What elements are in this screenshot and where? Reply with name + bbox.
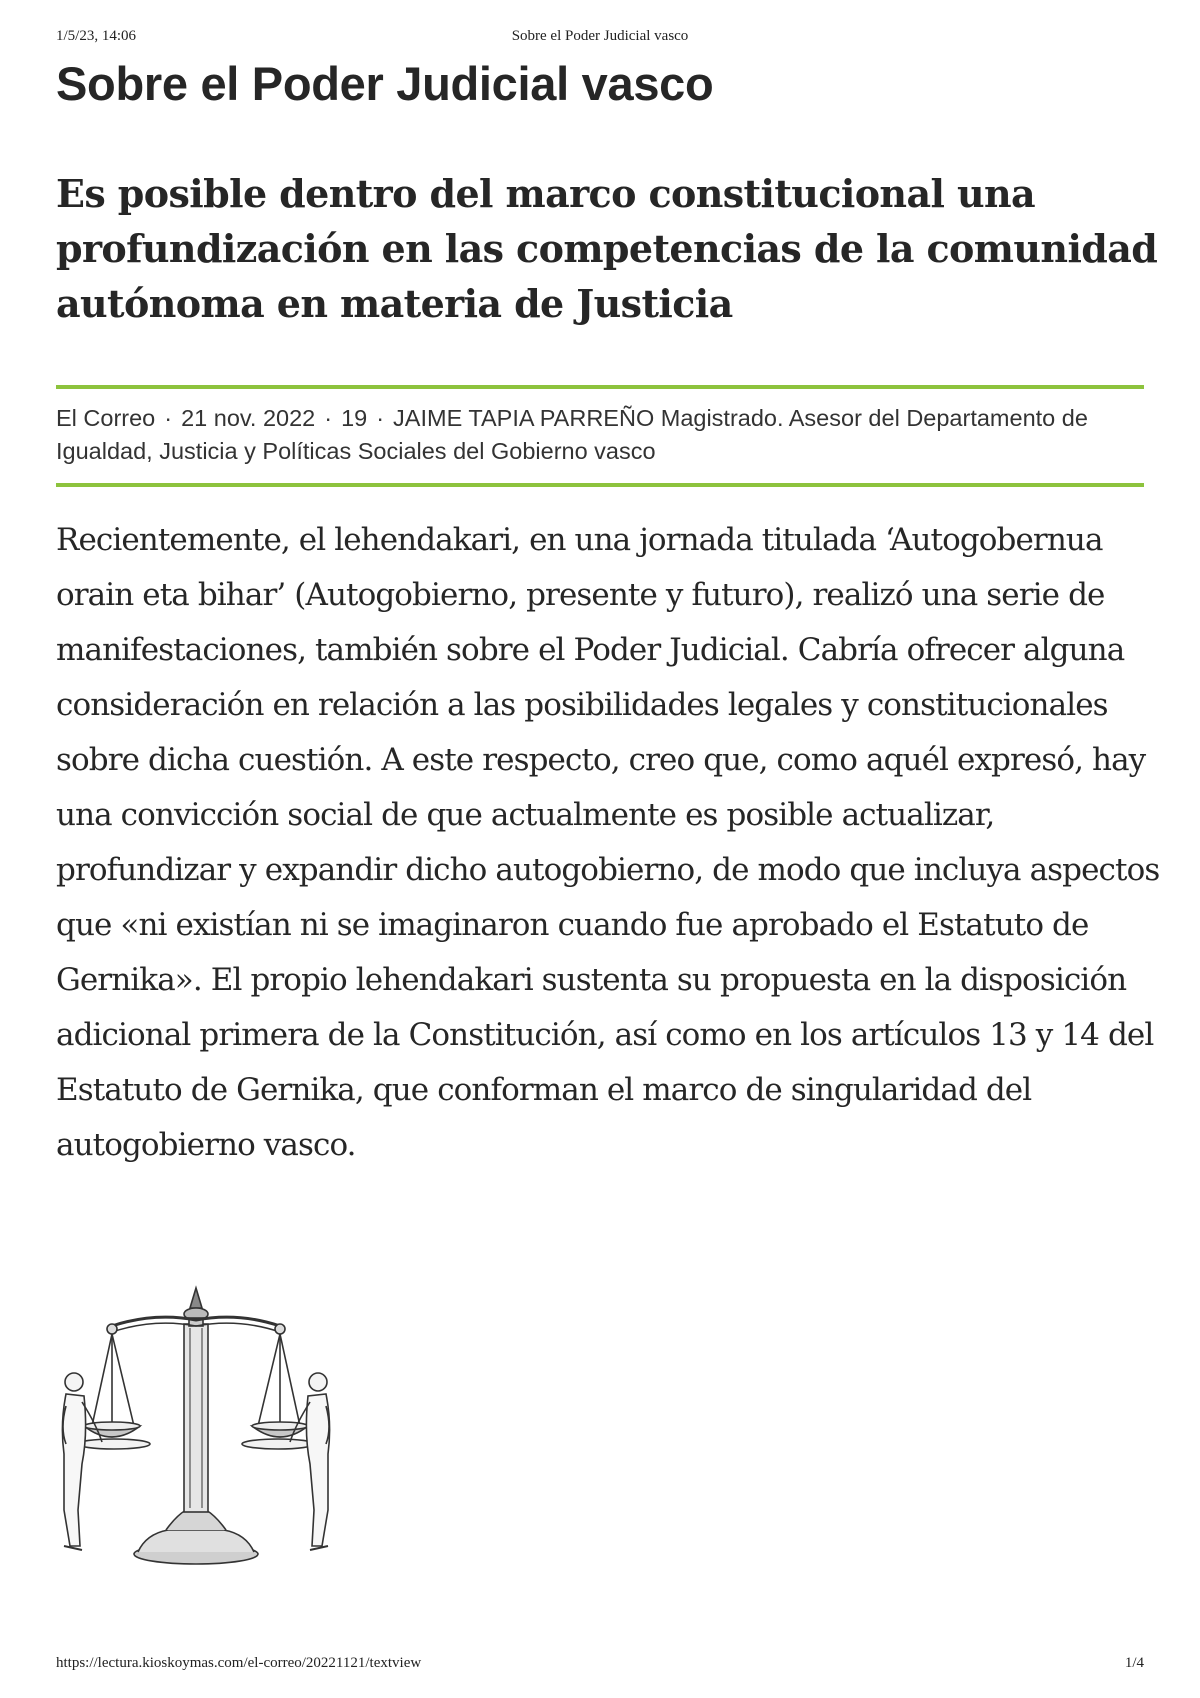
meta-date: 21 nov. 2022 xyxy=(181,405,316,431)
meta-bottom-divider xyxy=(56,483,1144,487)
meta-top-divider xyxy=(56,385,1144,389)
article-headline: Sobre el Poder Judicial vasco xyxy=(56,57,714,110)
meta-page: 19 xyxy=(341,405,368,431)
meta-separator: · xyxy=(376,405,385,431)
meta-source: El Correo xyxy=(56,405,156,431)
scales-of-justice-drawing xyxy=(56,1284,336,1574)
article-subtitle: Es posible dentro del marco constitucional una profundización en las competencias de la comunidad autónoma en materia de Justicia xyxy=(56,171,1158,326)
print-datetime: 1/5/23, 14:06 xyxy=(56,28,137,44)
print-footer xyxy=(56,1655,1144,1675)
scales-of-justice-illustration xyxy=(56,1284,336,1574)
article-body: Recientemente, el lehendakari, en una jornada titulada ‘Autogobernua orain eta bihar’ (Autogobierno, presente y futuro), realizó una serie de manifestaciones, también sobre el Poder Judicial. Cabría ofrecer alguna consideración en relación a las posibilidades legales y constitucionales sobre dicha cuestión. A este respecto, creo que, como aquél expresó, hay una convicción social de que actualmente es posible actualizar, profundizar y expandir dicho autogobierno, de modo que incluya aspectos que «ni existían ni se imaginaron cuando fue aprobado el Estatuto de Gernika». El propio lehendakari sustenta su propuesta en la disposición adicional primera de la Constitución, así como en los artículos 13 y 14 del Estatuto de Gernika, que conforman el marco de singularidad del autogobierno vasco. xyxy=(56,522,1160,1163)
print-url: https://lectura.kioskoymas.com/el-correo/20221121/textview xyxy=(56,1655,422,1671)
meta-separator: · xyxy=(324,405,333,431)
article-meta xyxy=(56,402,1150,468)
print-header xyxy=(56,28,1144,48)
print-page-title: Sobre el Poder Judicial vasco xyxy=(511,28,689,44)
meta-separator: · xyxy=(164,405,173,431)
print-page-number: 1/4 xyxy=(1124,1655,1144,1671)
meta-byline: JAIME TAPIA PARREÑO Magistrado. Asesor del Departamento de Igualdad, Justicia y Políticas Sociales del Gobierno vasco xyxy=(56,405,1088,464)
